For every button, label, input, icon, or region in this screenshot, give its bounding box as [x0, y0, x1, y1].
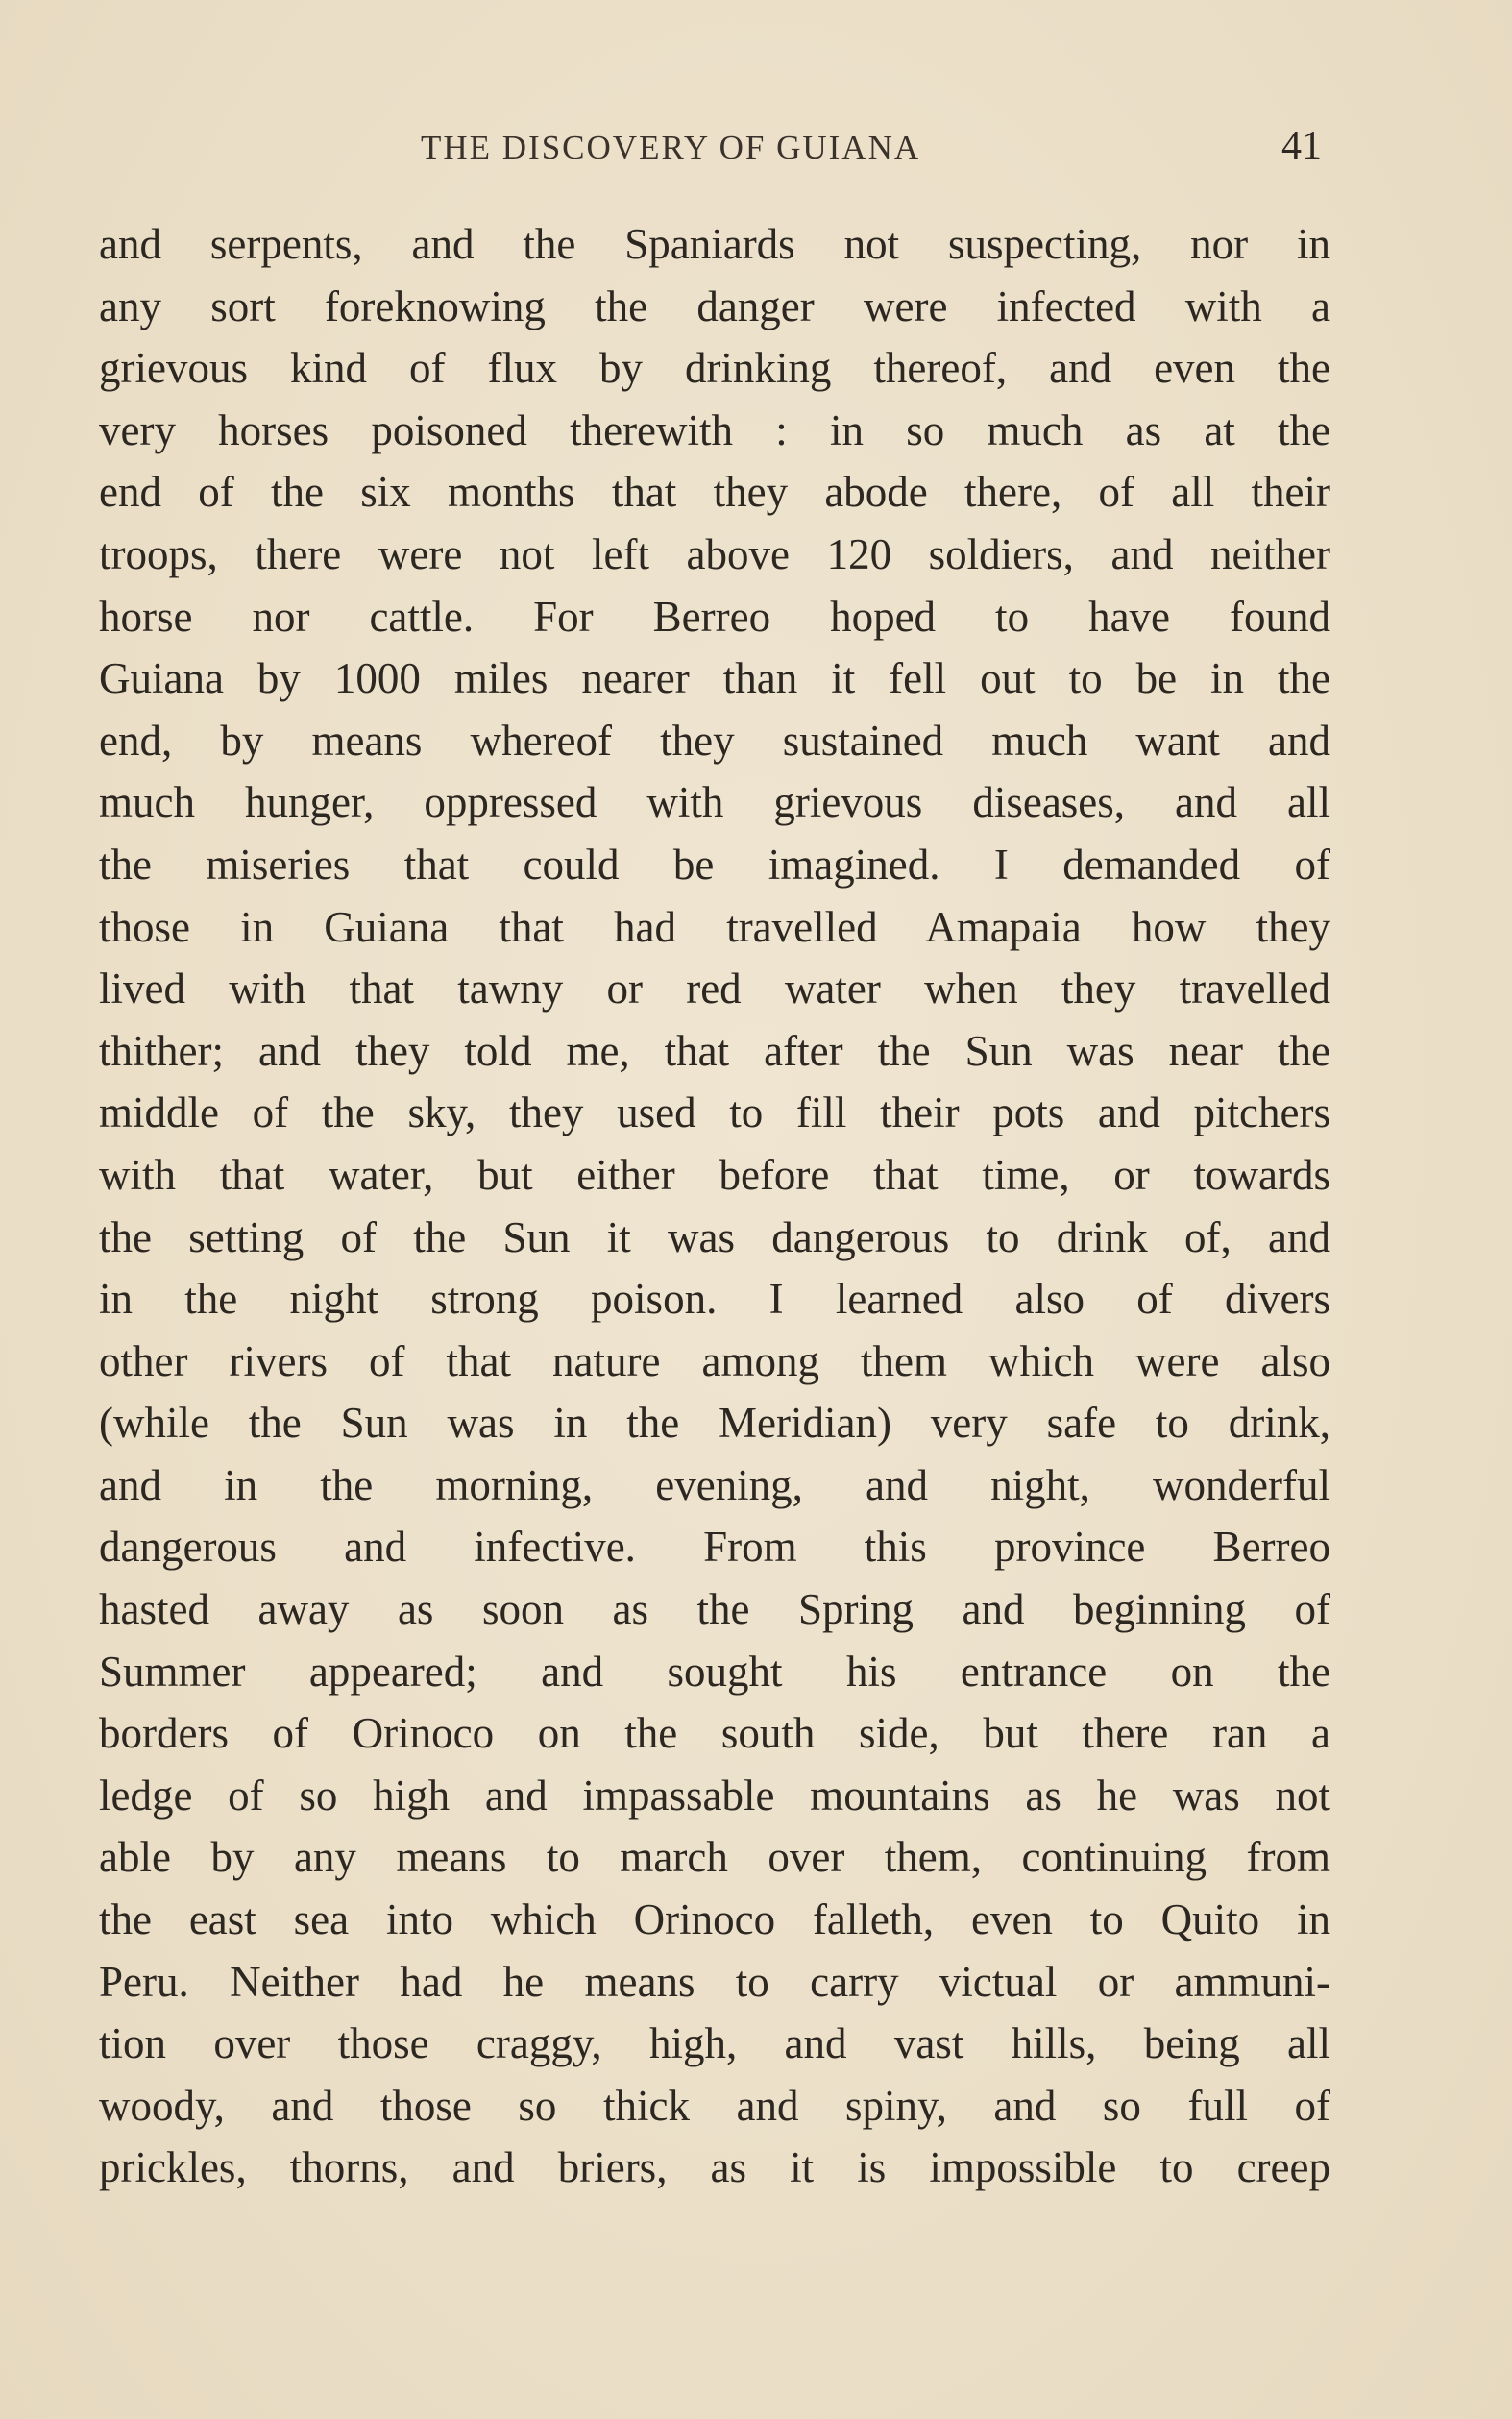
text-line: (while the Sun was in the Meridian) very safe to drink,	[99, 1399, 1330, 1448]
text-line: other rivers of that nature among them which were also	[99, 1336, 1330, 1385]
text-line: with that water, but either before that time, or towards	[99, 1150, 1330, 1199]
text-line: tion over those craggy, high, and vast hills, being all	[99, 2019, 1330, 2068]
text-line: those in Guiana that had travelled Amapaia how they	[99, 902, 1330, 951]
text-line: very horses poisoned therewith : in so much as at the	[99, 405, 1330, 454]
text-line: the east sea into which Orinoco falleth, even to Quito in	[99, 1895, 1330, 1944]
text-line: thither; and they told me, that after the Sun was near the	[99, 1026, 1330, 1075]
text-line: Peru. Neither had he means to carry victual or ammuni-	[99, 1957, 1330, 2006]
text-line: able by any means to march over them, continuing from	[99, 1833, 1330, 1882]
text-line: lived with that tawny or red water when they travelled	[99, 965, 1330, 1014]
text-line: borders of Orinoco on the south side, but there ran a	[99, 1709, 1330, 1758]
text-line: Summer appeared; and sought his entrance on the	[99, 1647, 1330, 1696]
text-line: grievous kind of flux by drinking thereof, and even the	[99, 344, 1330, 393]
text-line: horse nor cattle. For Berreo hoped to have found	[99, 592, 1330, 641]
text-line: middle of the sky, they used to fill their pots and pitchers	[99, 1088, 1330, 1137]
text-line: Guiana by 1000 miles nearer than it fell out to be in the	[99, 654, 1330, 703]
text-line: end of the six months that they abode there, of all their	[99, 468, 1330, 517]
text-line: woody, and those so thick and spiny, and so full of	[99, 2081, 1330, 2130]
text-line: ledge of so high and impassable mountains as he was not	[99, 1771, 1330, 1820]
text-line: and serpents, and the Spaniards not suspecting, nor in	[99, 220, 1330, 268]
text-line: troops, there were not left above 120 soldiers, and neither	[99, 529, 1330, 578]
running-title: THE DISCOVERY OF GUIANA	[421, 129, 921, 166]
text-line: end, by means whereof they sustained much want and	[99, 716, 1330, 765]
text-line: dangerous and infective. From this province Berreo	[99, 1523, 1330, 1572]
text-line: the miseries that could be imagined. I demanded of	[99, 840, 1330, 889]
page-number: 41	[1281, 124, 1322, 168]
running-header	[96, 123, 1345, 181]
text-line: and in the morning, evening, and night, wonderful	[99, 1460, 1330, 1509]
text-line: any sort foreknowing the danger were infected with a	[99, 281, 1330, 330]
text-line: the setting of the Sun it was dangerous to drink of, and	[99, 1212, 1330, 1261]
text-line: much hunger, oppressed with grievous diseases, and all	[99, 778, 1330, 827]
text-line: hasted away as soon as the Spring and beginning of	[99, 1585, 1330, 1634]
text-line: in the night strong poison. I learned also of divers	[99, 1275, 1330, 1324]
body-text	[99, 213, 1330, 2199]
text-line: prickles, thorns, and briers, as it is impossible to creep	[99, 2143, 1330, 2192]
